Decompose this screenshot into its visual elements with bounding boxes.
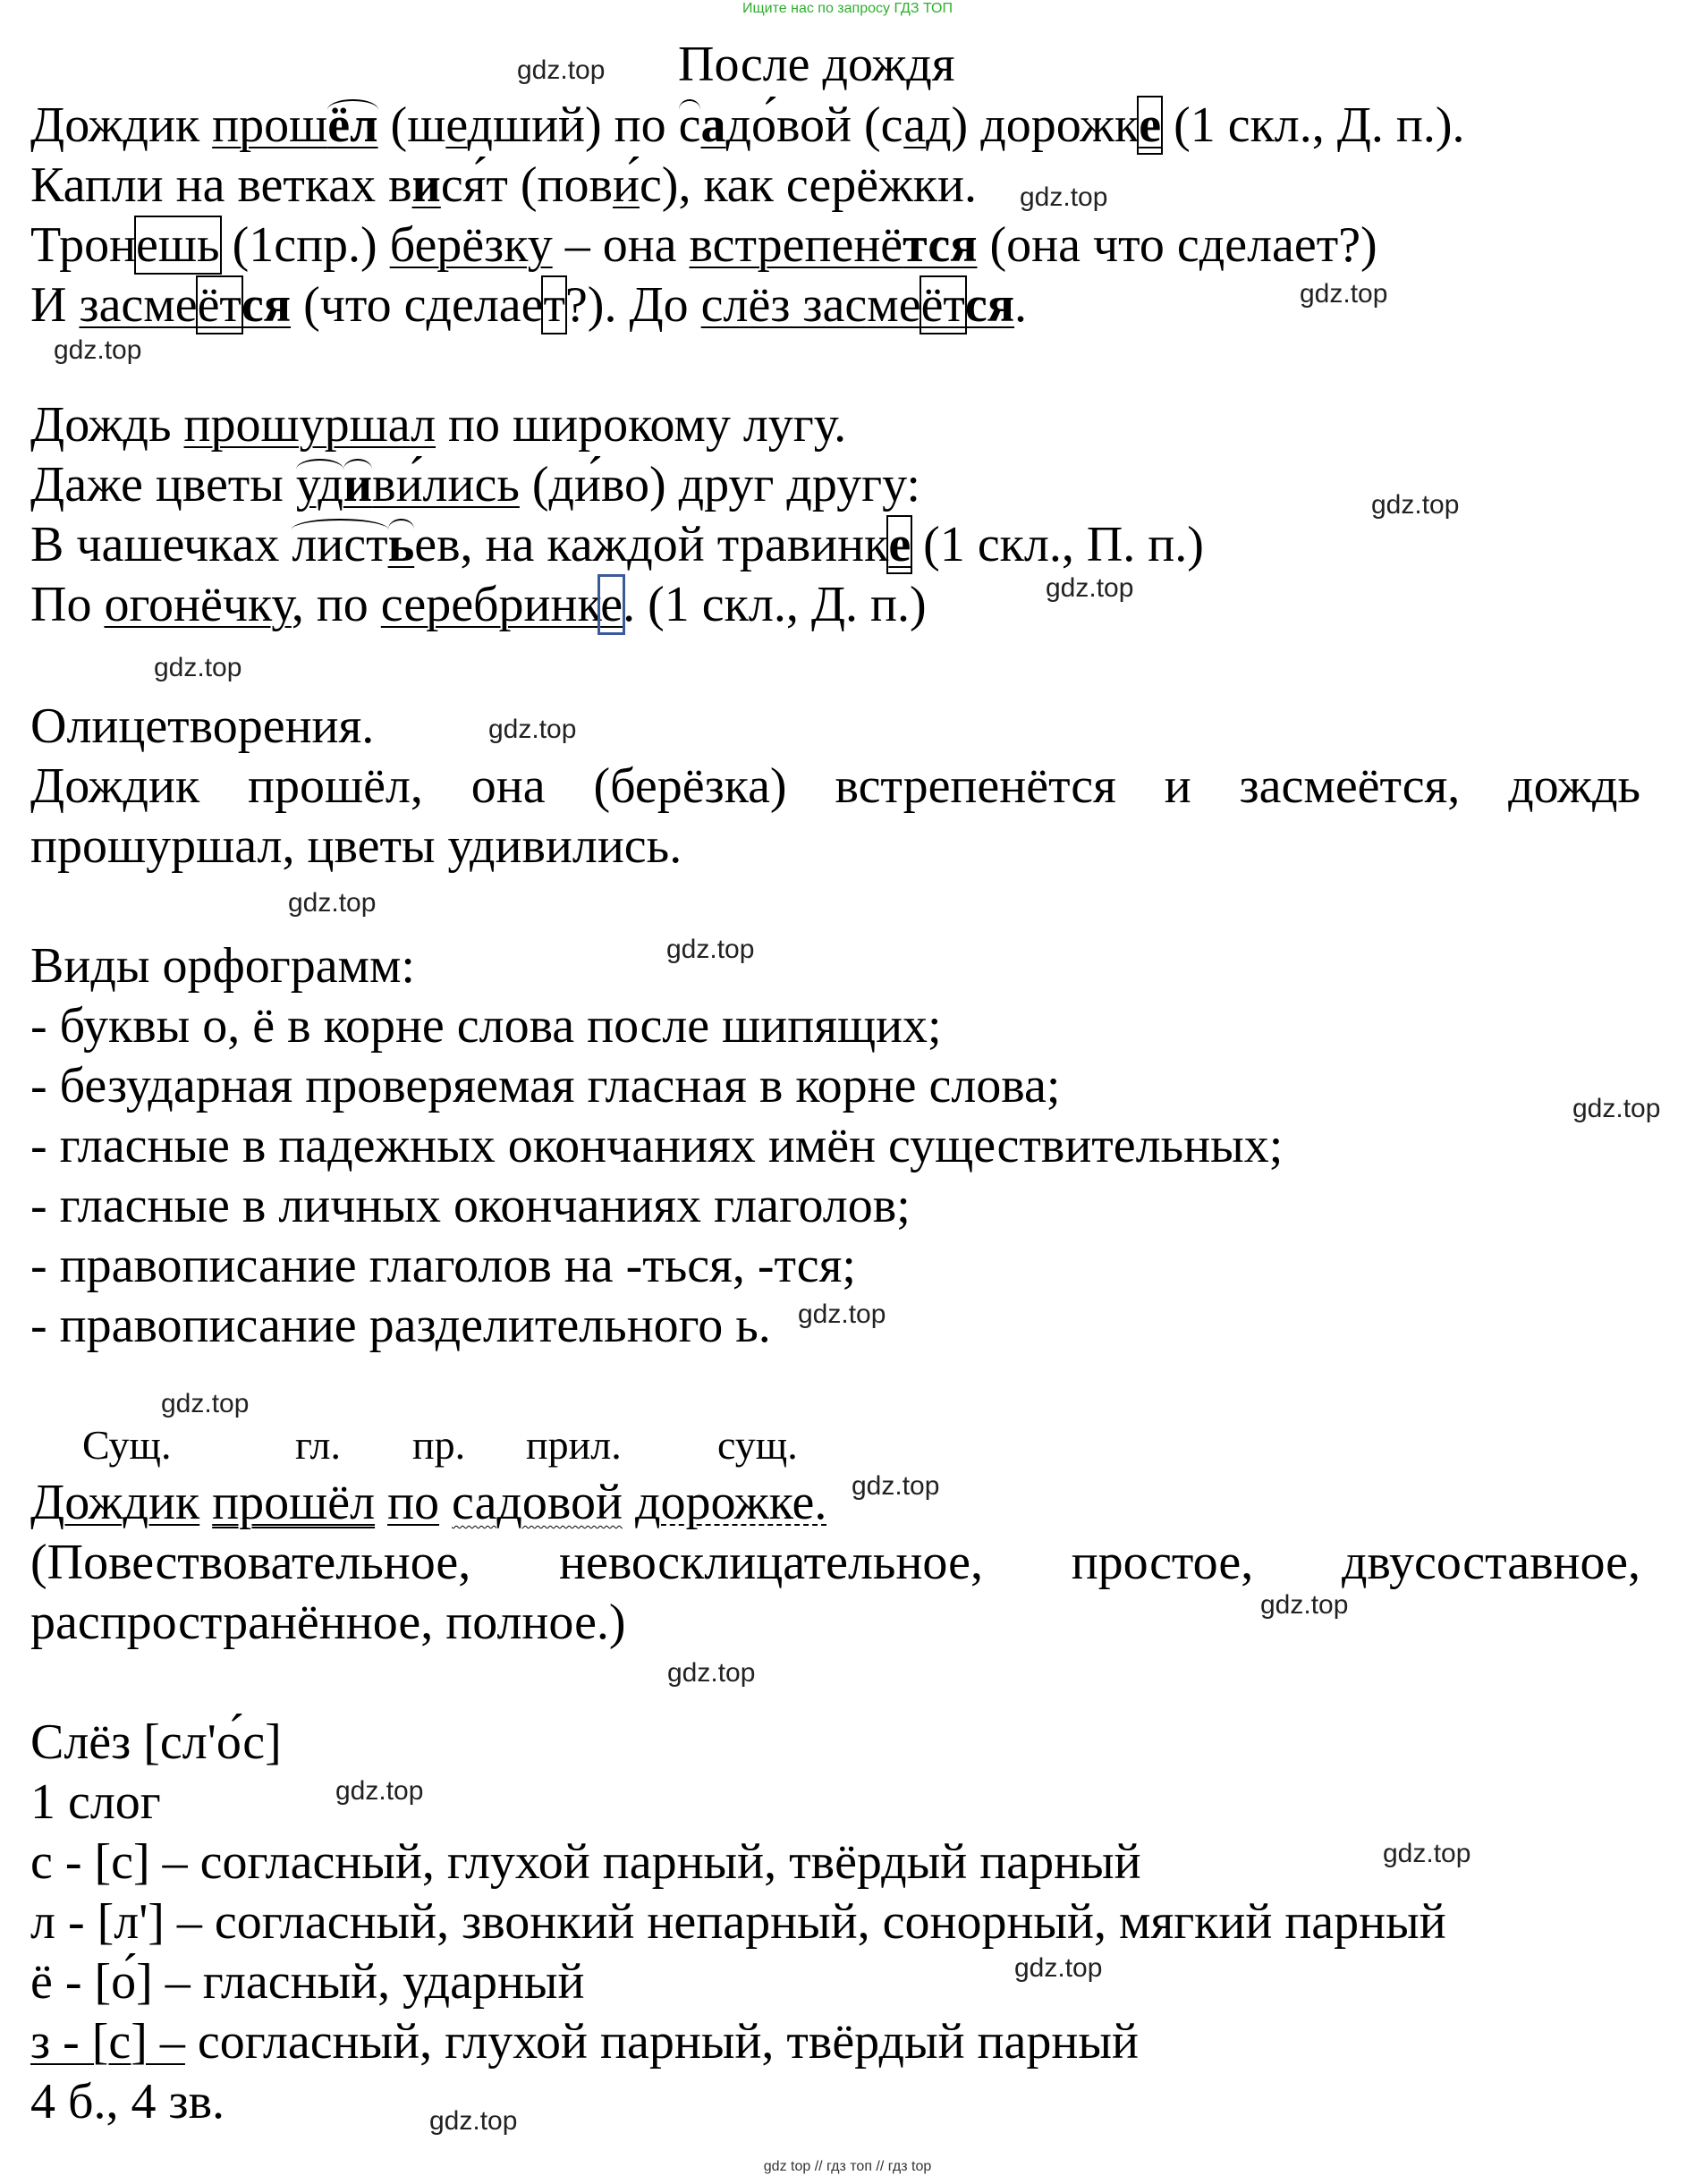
watermark: gdz.top [1020,182,1108,212]
watermark: gdz.top [429,2106,518,2136]
phonetic-syllables: 1 слог [30,1774,161,1830]
watermark: gdz.top [666,935,755,964]
orthogram-item: - правописание глаголов на -ться, -тся; [30,1238,856,1293]
watermark: gdz.top [1046,573,1134,603]
watermark: gdz.top [798,1299,886,1329]
phonetic-word: Слёз [сл'о́с] [30,1714,282,1770]
watermark: gdz.top [517,55,606,85]
watermark: gdz.top [54,335,142,365]
orthogram-item: - гласные в падежных окончаниях имён существительных; [30,1118,1284,1173]
orthogram-item: - правописание разделительного ь. [30,1298,771,1353]
poem-line-5: Дождь прошуршал по широкому лугу. [30,397,847,453]
footer-links[interactable]: gdz top // гдз топ // гдз top [763,2159,932,2174]
orthogram-item: - гласные в личных окончаниях глаголов; [30,1178,911,1233]
sentence-description-1: (Повествовательное, невосклицательное, простое, двусоставное, [30,1535,1641,1590]
orthograms-heading: Виды орфограмм: [30,938,415,994]
phonetic-row: с - [с] – согласный, глухой парный, твёрдый парный [30,1834,1141,1890]
watermark: gdz.top [288,888,377,918]
personification-line-2: прошуршал, цветы удивились. [30,818,682,874]
watermark: gdz.top [1371,490,1460,520]
phonetic-summary: 4 б., 4 зв. [30,2074,225,2129]
personification-line-1: Дождик прошёл, она (берёзка) встрепенётся и засмеётся, дождь [30,758,1640,814]
poem-line-8: По огонёчку, по серебринке. (1 скл., Д. п.) [30,577,927,632]
poem-line-2: Капли на ветках вися́т (пови́с), как серёжки. [30,157,977,213]
watermark: gdz.top [852,1471,940,1501]
header-note[interactable]: Ищите нас по запросу ГДЗ ТОП [742,1,953,16]
watermark: gdz.top [667,1658,756,1688]
watermark: gdz.top [1260,1590,1349,1620]
orthogram-item: - буквы о, ё в корне слова после шипящих; [30,998,942,1054]
personification-heading: Олицетворения. [30,698,375,754]
pos-label: гл. [295,1422,341,1468]
poem-line-6: Даже цветы удиви́лись (ди́во) друг другу: [30,457,920,512]
poem-line-1: Дождик прошёл (шедший) по садо́вой (сад) дорожке (1 скл., Д. п.). [30,97,1465,153]
watermark: gdz.top [1572,1094,1661,1123]
pos-label: прил. [526,1422,622,1468]
watermark: gdz.top [1383,1839,1471,1868]
watermark: gdz.top [488,715,577,744]
poem-line-7: В чашечках листьев, на каждой травинке (1 скл., П. п.) [30,517,1204,572]
pos-label: Сущ. [82,1422,172,1468]
pos-label: пр. [412,1422,466,1468]
poem-line-4: И засмеётся (что сделает?). До слёз засмеётся. [30,277,1028,333]
watermark: gdz.top [161,1389,250,1418]
parsed-sentence: Дождик прошёл по садовой дорожке. [30,1475,827,1530]
pos-label: сущ. [717,1422,798,1468]
poem-line-3: Тронешь (1спр.) берёзку – она встрепенётся (она что сделает?) [30,217,1377,273]
orthogram-item: - безударная проверяемая гласная в корне слова; [30,1058,1061,1113]
phonetic-row: ё - [о́] – гласный, ударный [30,1954,585,2010]
poem-title: После дождя [678,37,955,92]
phonetic-row: з - [с] – согласный, глухой парный, твёрдый парный [30,2014,1139,2070]
watermark: gdz.top [1300,279,1388,309]
watermark: gdz.top [1014,1953,1103,1983]
sentence-description-2: распространённое, полное.) [30,1595,626,1650]
watermark: gdz.top [154,653,242,682]
phonetic-row: л - [л'] – согласный, звонкий непарный, сонорный, мягкий парный [30,1894,1446,1950]
watermark: gdz.top [335,1776,424,1806]
